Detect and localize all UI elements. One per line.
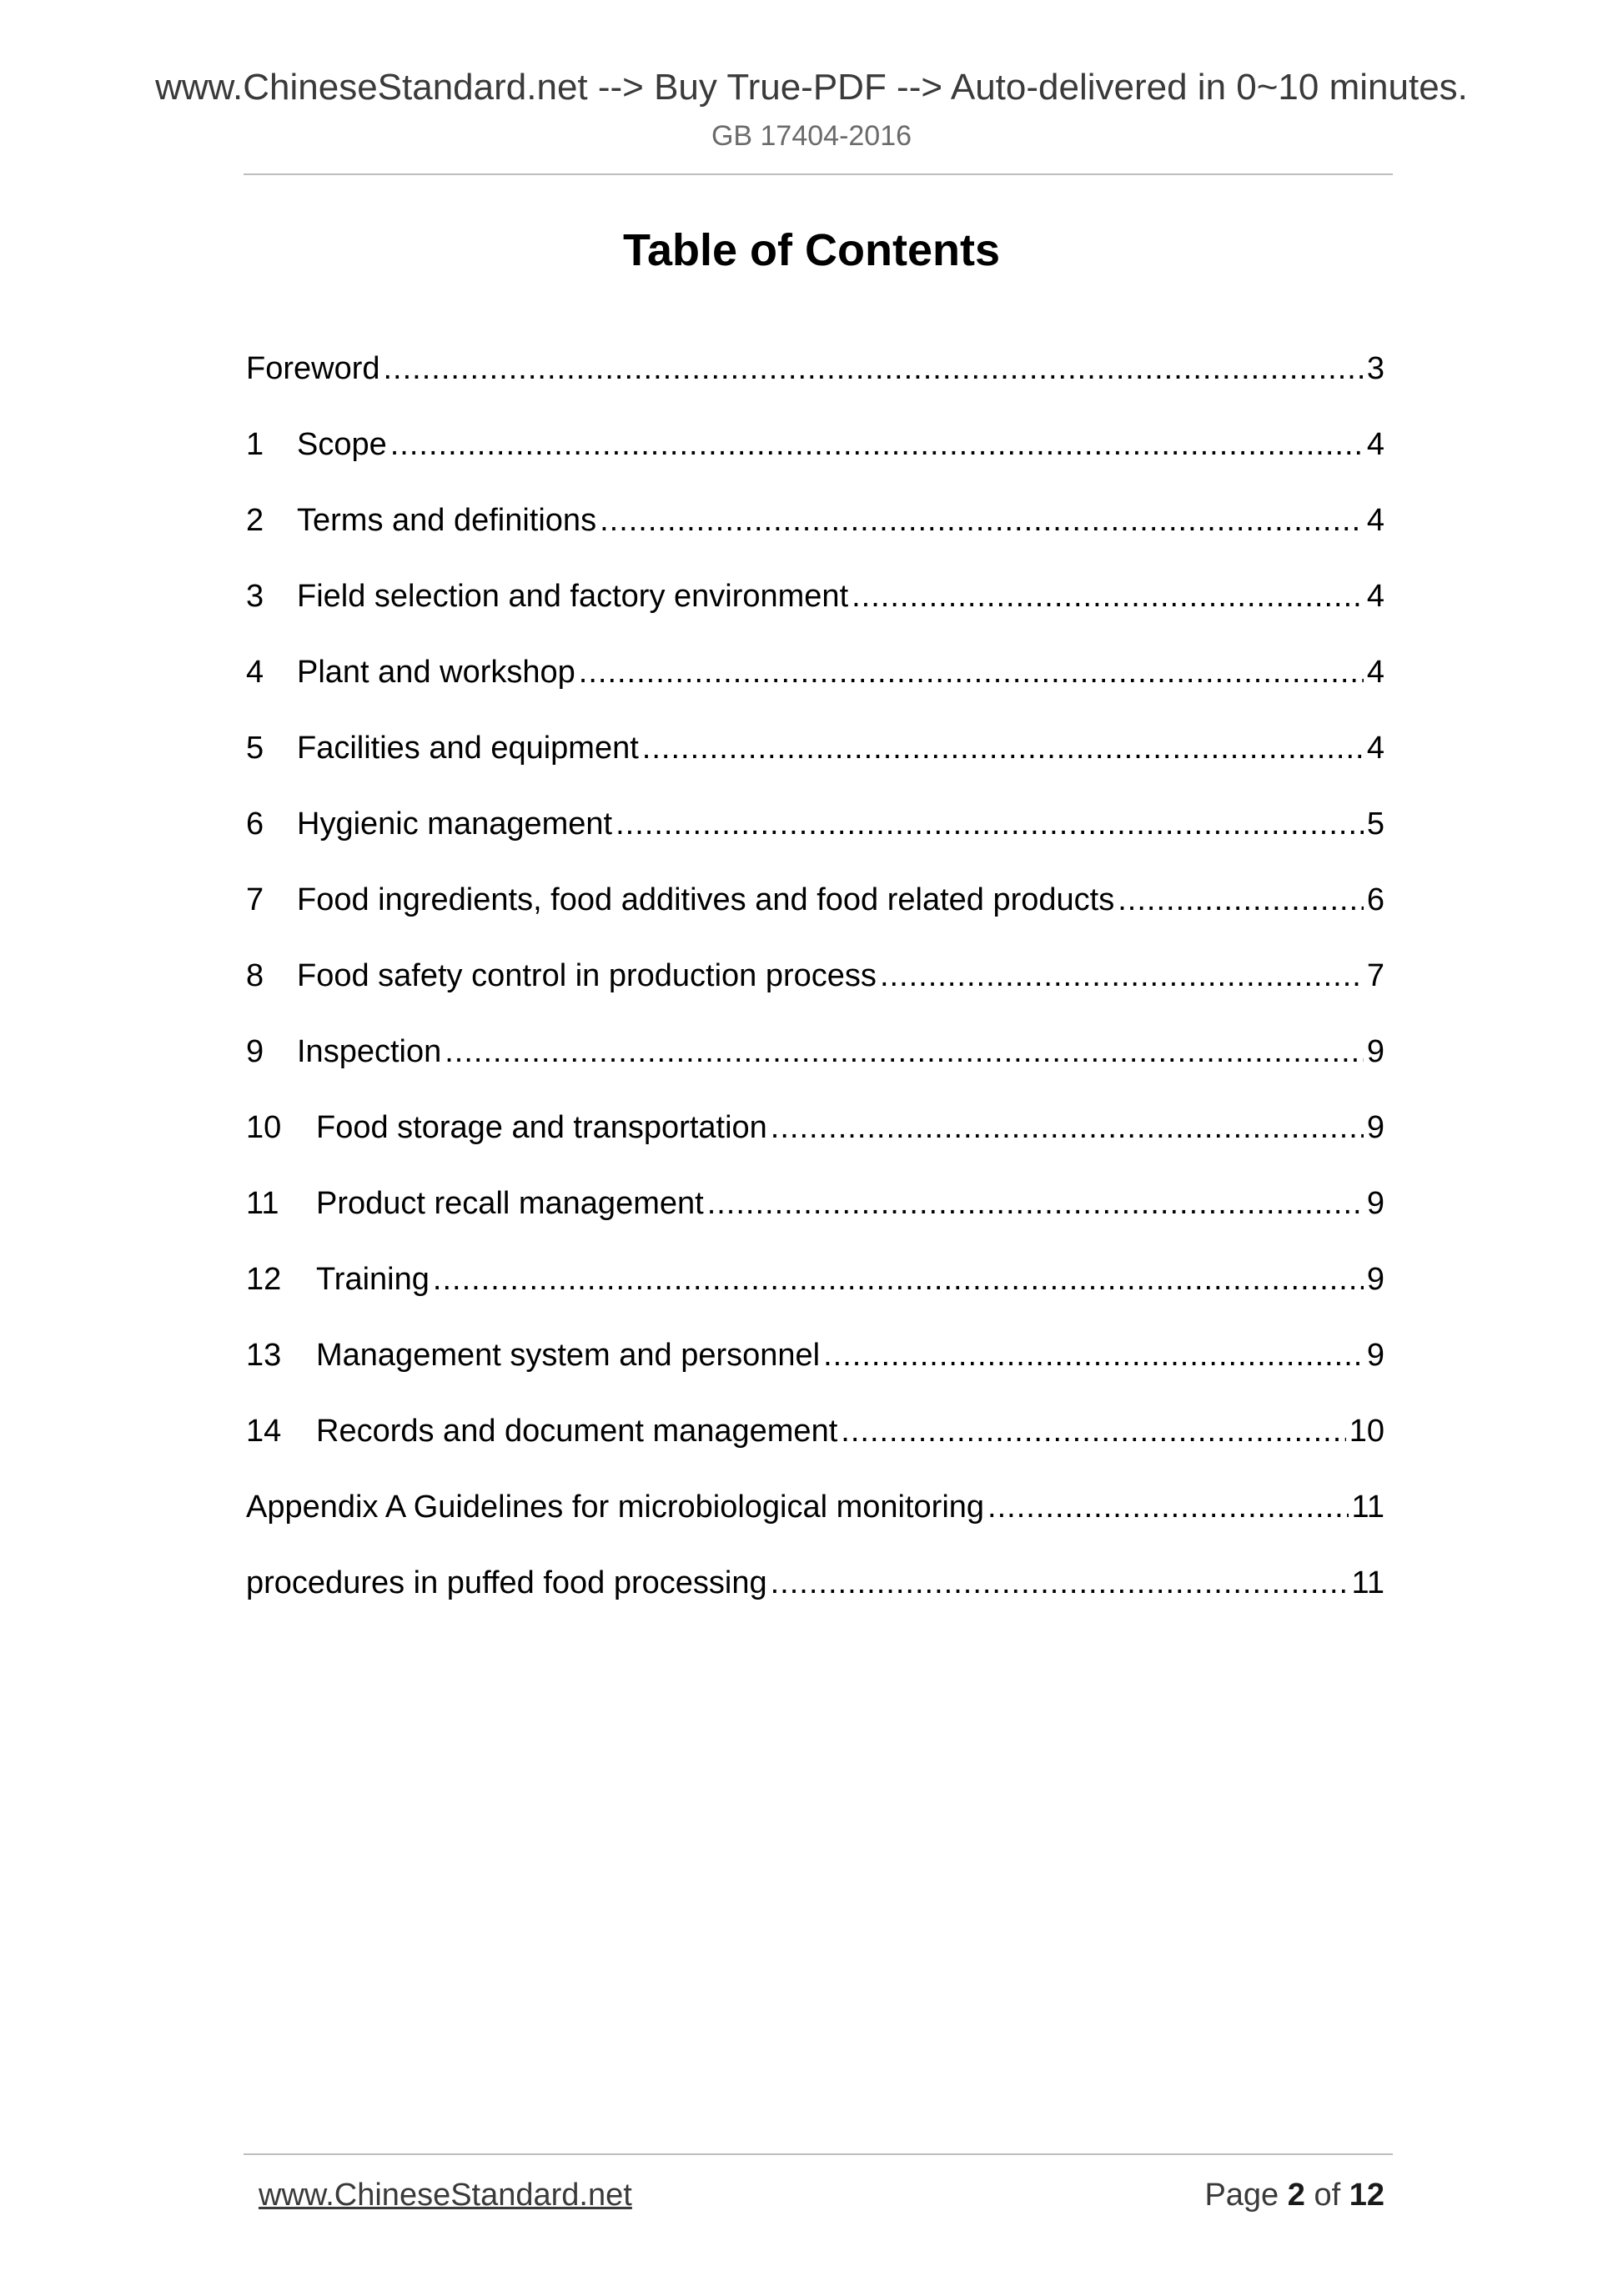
toc-page-number: 10 [1349, 1414, 1384, 1449]
toc-entry-food-safety-control[interactable] [246, 951, 1384, 1027]
website-link[interactable]: www.ChineseStandard.net [259, 2178, 632, 2213]
toc-entry-title: Records and document management [316, 1414, 838, 1449]
toc-entry-title: Scope [297, 427, 387, 462]
toc-section-number: 4 [246, 655, 264, 690]
toc-page-number: 5 [1366, 806, 1384, 842]
dot-leader [880, 951, 1364, 1001]
page-of-label: of [1314, 2178, 1341, 2213]
dot-leader [579, 647, 1364, 697]
toc-section-number: 2 [246, 503, 264, 538]
current-page-number: 2 [1287, 2178, 1305, 2213]
page-indicator [1204, 2172, 1384, 2218]
footer-divider [244, 2153, 1393, 2155]
toc-section-number: 8 [246, 958, 264, 993]
toc-entry-training[interactable] [246, 1254, 1384, 1330]
dot-leader [642, 723, 1364, 773]
toc-section-number: 14 [246, 1414, 282, 1449]
toc-page-number: 4 [1366, 503, 1384, 538]
toc-entry-food-ingredients[interactable] [246, 875, 1384, 951]
document-code: GB 17404-2016 [711, 120, 912, 152]
table-of-contents [246, 344, 1384, 1634]
dot-leader [1118, 875, 1364, 925]
dot-leader [771, 1103, 1364, 1153]
toc-page-number: 9 [1366, 1110, 1384, 1145]
toc-entry-title: procedures in puffed food processing [246, 1565, 767, 1600]
page-footer [259, 2172, 1384, 2218]
toc-entry-records-documents[interactable] [246, 1406, 1384, 1482]
toc-entry-title: Facilities and equipment [297, 731, 639, 766]
toc-entry-title: Food storage and transportation [316, 1110, 767, 1145]
toc-page-number: 9 [1366, 1338, 1384, 1373]
toc-entry-title: Management system and personnel [316, 1338, 821, 1373]
dot-leader [852, 571, 1364, 621]
toc-page-number: 11 [1351, 1565, 1384, 1600]
toc-page-number: 6 [1366, 882, 1384, 917]
dot-leader [841, 1406, 1345, 1456]
toc-page-number: 3 [1366, 351, 1384, 386]
dot-leader [987, 1482, 1349, 1532]
dot-leader [390, 420, 1364, 470]
page-label: Page [1204, 2178, 1279, 2213]
dot-leader [616, 799, 1364, 849]
toc-entry-storage-transportation[interactable] [246, 1103, 1384, 1178]
toc-page-number: 9 [1366, 1034, 1384, 1069]
toc-section-number: 9 [246, 1034, 264, 1069]
toc-entry-title: Foreword [246, 351, 380, 386]
total-page-count: 12 [1349, 2178, 1384, 2213]
dot-leader [445, 1027, 1364, 1077]
toc-page-number: 4 [1366, 427, 1384, 462]
toc-section-number: 10 [246, 1110, 282, 1145]
toc-entry-title: Food ingredients, food additives and food related products [297, 882, 1115, 917]
toc-entry-product-recall[interactable] [246, 1178, 1384, 1254]
toc-page-number: 4 [1366, 731, 1384, 766]
toc-entry-facilities-equipment[interactable] [246, 723, 1384, 799]
toc-entry-foreword[interactable] [246, 344, 1384, 420]
toc-section-number: 1 [246, 427, 264, 462]
dot-leader [707, 1178, 1364, 1228]
toc-entry-title: Food safety control in production process [297, 958, 877, 993]
dot-leader [384, 344, 1364, 394]
toc-page-number: 9 [1366, 1262, 1384, 1297]
toc-entry-appendix-a-continued[interactable] [246, 1558, 1384, 1634]
page-title: Table of Contents [623, 225, 1000, 275]
toc-page-number: 4 [1366, 655, 1384, 690]
toc-entry-title: Hygienic management [297, 806, 613, 842]
toc-section-number: 5 [246, 731, 264, 766]
toc-section-number: 11 [246, 1186, 279, 1221]
toc-page-number: 11 [1351, 1490, 1384, 1525]
toc-entry-hygienic-management[interactable] [246, 799, 1384, 875]
dot-leader [600, 495, 1364, 545]
toc-entry-management-system[interactable] [246, 1330, 1384, 1406]
toc-entry-plant-workshop[interactable] [246, 647, 1384, 723]
dot-leader [771, 1558, 1349, 1608]
toc-entry-title: Field selection and factory environment [297, 579, 849, 614]
promo-banner: www.ChineseStandard.net --> Buy True-PDF --> Auto-delivered in 0~10 minutes. [155, 67, 1468, 108]
dot-leader [823, 1330, 1364, 1380]
dot-leader [433, 1254, 1364, 1304]
toc-entry-title: Appendix A Guidelines for microbiological monitoring [246, 1490, 985, 1525]
toc-entry-title: Inspection [297, 1034, 442, 1069]
toc-entry-title: Plant and workshop [297, 655, 575, 690]
toc-entry-inspection[interactable] [246, 1027, 1384, 1103]
toc-page-number: 9 [1366, 1186, 1384, 1221]
toc-section-number: 12 [246, 1262, 282, 1297]
toc-page-number: 7 [1366, 958, 1384, 993]
toc-page-number: 4 [1366, 579, 1384, 614]
toc-entry-title: Training [316, 1262, 430, 1297]
toc-section-number: 6 [246, 806, 264, 842]
page-header [0, 60, 1623, 157]
toc-entry-appendix-a[interactable] [246, 1482, 1384, 1558]
header-divider [244, 173, 1393, 175]
toc-entry-field-selection[interactable] [246, 571, 1384, 647]
toc-section-number: 3 [246, 579, 264, 614]
toc-entry-title: Terms and definitions [297, 503, 597, 538]
toc-section-number: 13 [246, 1338, 282, 1373]
toc-entry-scope[interactable] [246, 420, 1384, 495]
toc-section-number: 7 [246, 882, 264, 917]
toc-entry-title: Product recall management [316, 1186, 704, 1221]
toc-entry-terms-definitions[interactable] [246, 495, 1384, 571]
